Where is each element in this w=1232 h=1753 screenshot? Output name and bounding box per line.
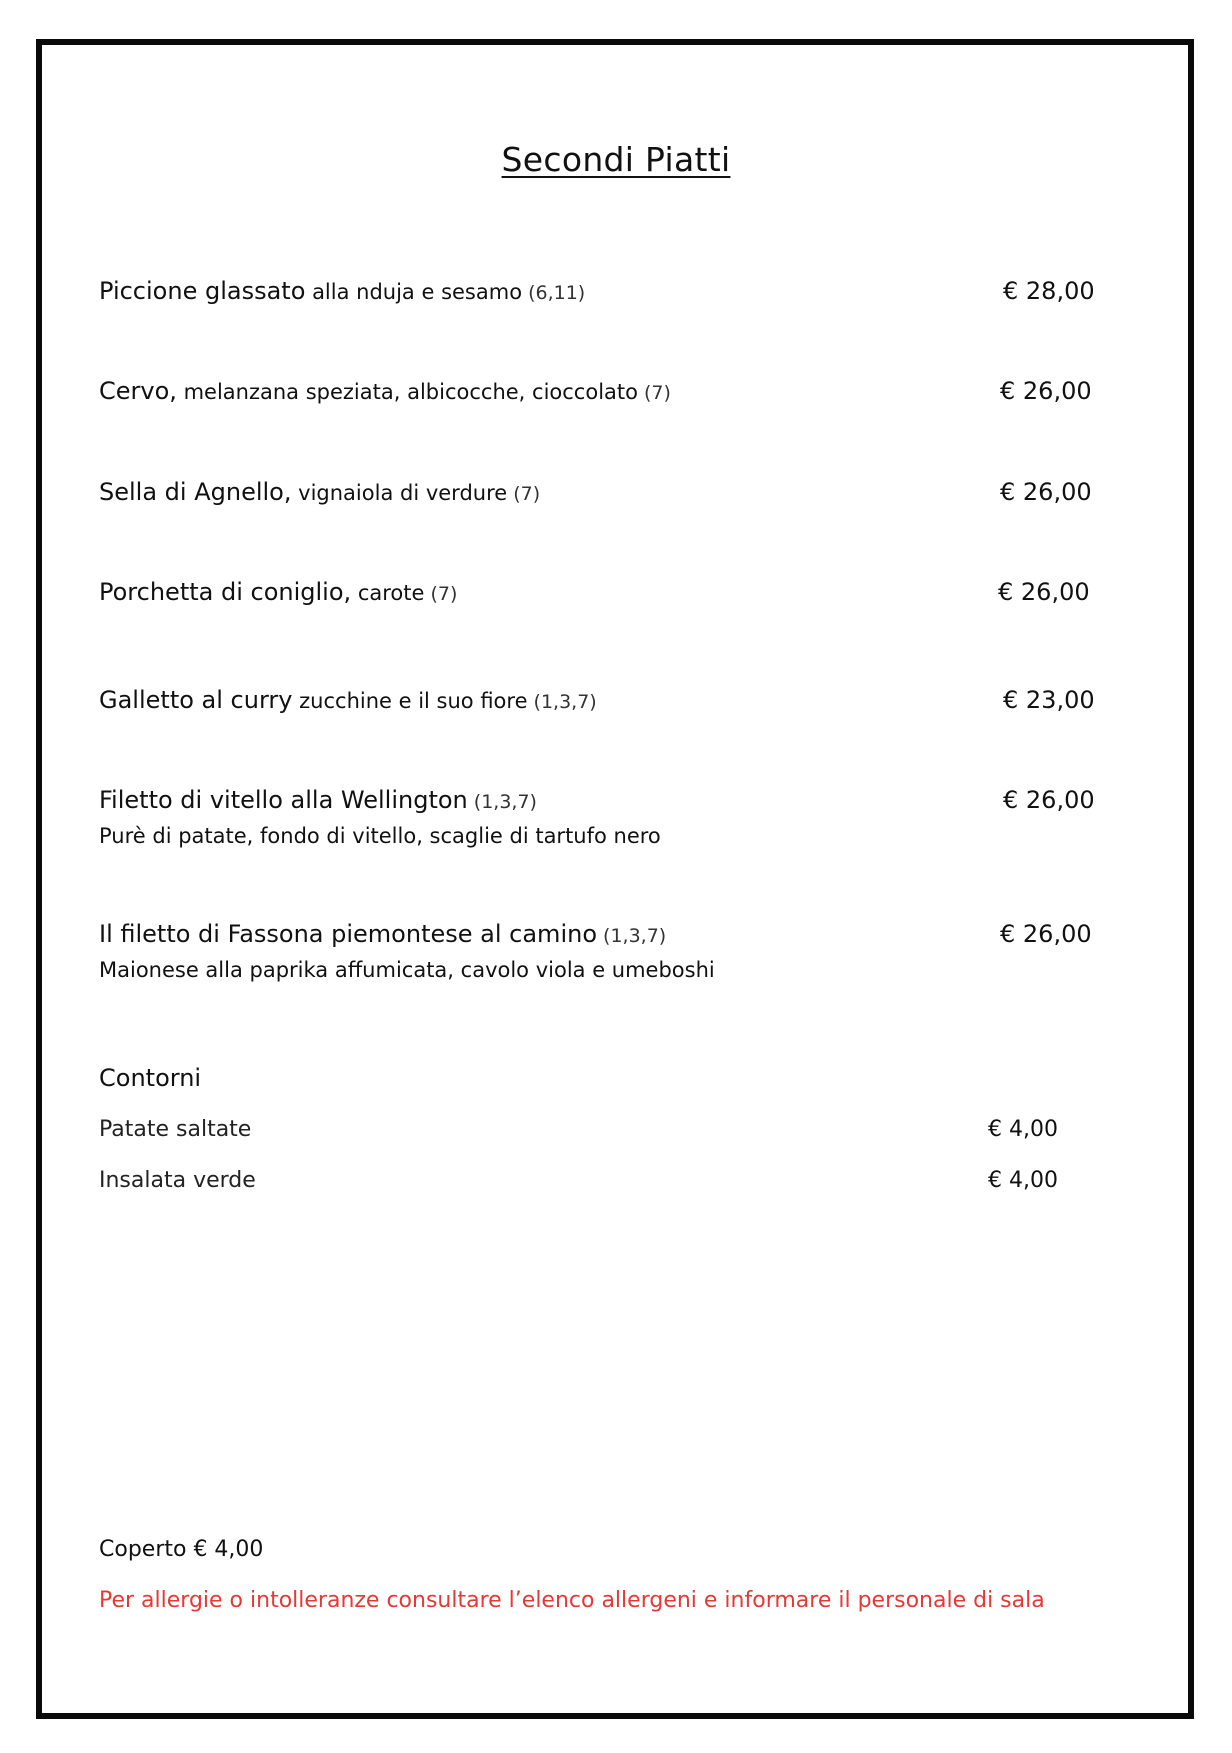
dish-allergens: (7) bbox=[507, 483, 541, 505]
dish-allergens: (6,11) bbox=[522, 282, 586, 304]
dish-price: € 23,00 bbox=[1003, 686, 1095, 714]
dish-name: Filetto di vitello alla Wellington bbox=[99, 786, 468, 814]
dish-name: Sella di Agnello, bbox=[99, 478, 292, 506]
dish-item bbox=[99, 475, 540, 511]
dish-price: € 26,00 bbox=[1000, 377, 1092, 405]
dish-price: € 26,00 bbox=[1000, 920, 1092, 948]
dish-name: Porchetta di coniglio, bbox=[99, 578, 352, 606]
dish-item bbox=[99, 917, 715, 985]
dish-price: € 26,00 bbox=[998, 578, 1090, 606]
side-dish-name: Patate saltate bbox=[99, 1117, 252, 1142]
side-dish-name: Insalata verde bbox=[99, 1168, 256, 1193]
contorni-heading: Contorni bbox=[99, 1064, 202, 1092]
allergy-note: Per allergie o intolleranze consultare l’elenco allergeni e informare il personale di sala bbox=[99, 1588, 1045, 1613]
dish-item bbox=[99, 575, 457, 611]
dish-description: Maionese alla paprika affumicata, cavolo viola e umeboshi bbox=[99, 958, 715, 982]
dish-allergens: (1,3,7) bbox=[467, 791, 537, 813]
dish-allergens: (7) bbox=[424, 583, 458, 605]
dish-price: € 26,00 bbox=[1003, 786, 1095, 814]
dish-item bbox=[99, 274, 585, 310]
dish-allergens: (1,3,7) bbox=[597, 925, 667, 947]
dish-description: melanzana speziata, albicocche, cioccolato bbox=[176, 380, 638, 404]
dish-price: € 26,00 bbox=[1000, 478, 1092, 506]
dish-item bbox=[99, 374, 671, 410]
dish-name: Piccione glassato bbox=[99, 277, 306, 305]
dish-description: carote bbox=[351, 581, 425, 605]
dish-description: alla nduja e sesamo bbox=[305, 280, 523, 304]
dish-description: zucchine e il suo fiore bbox=[292, 689, 528, 713]
dish-allergens: (1,3,7) bbox=[527, 691, 597, 713]
dish-description: vignaiola di verdure bbox=[291, 481, 508, 505]
dish-price: € 28,00 bbox=[1003, 277, 1095, 305]
side-dish-price: € 4,00 bbox=[988, 1168, 1058, 1193]
dish-description: Purè di patate, fondo di vitello, scaglie di tartufo nero bbox=[99, 824, 661, 848]
side-dish-price: € 4,00 bbox=[988, 1117, 1058, 1142]
dish-allergens: (7) bbox=[637, 382, 671, 404]
page-title: Secondi Piatti bbox=[501, 140, 731, 179]
dish-name: Cervo, bbox=[99, 377, 177, 405]
dish-item bbox=[99, 783, 661, 851]
dish-name: Galletto al curry bbox=[99, 686, 293, 714]
dish-item bbox=[99, 683, 597, 719]
cover-charge: Coperto € 4,00 bbox=[99, 1537, 264, 1562]
dish-name: Il filetto di Fassona piemontese al camino bbox=[99, 920, 597, 948]
